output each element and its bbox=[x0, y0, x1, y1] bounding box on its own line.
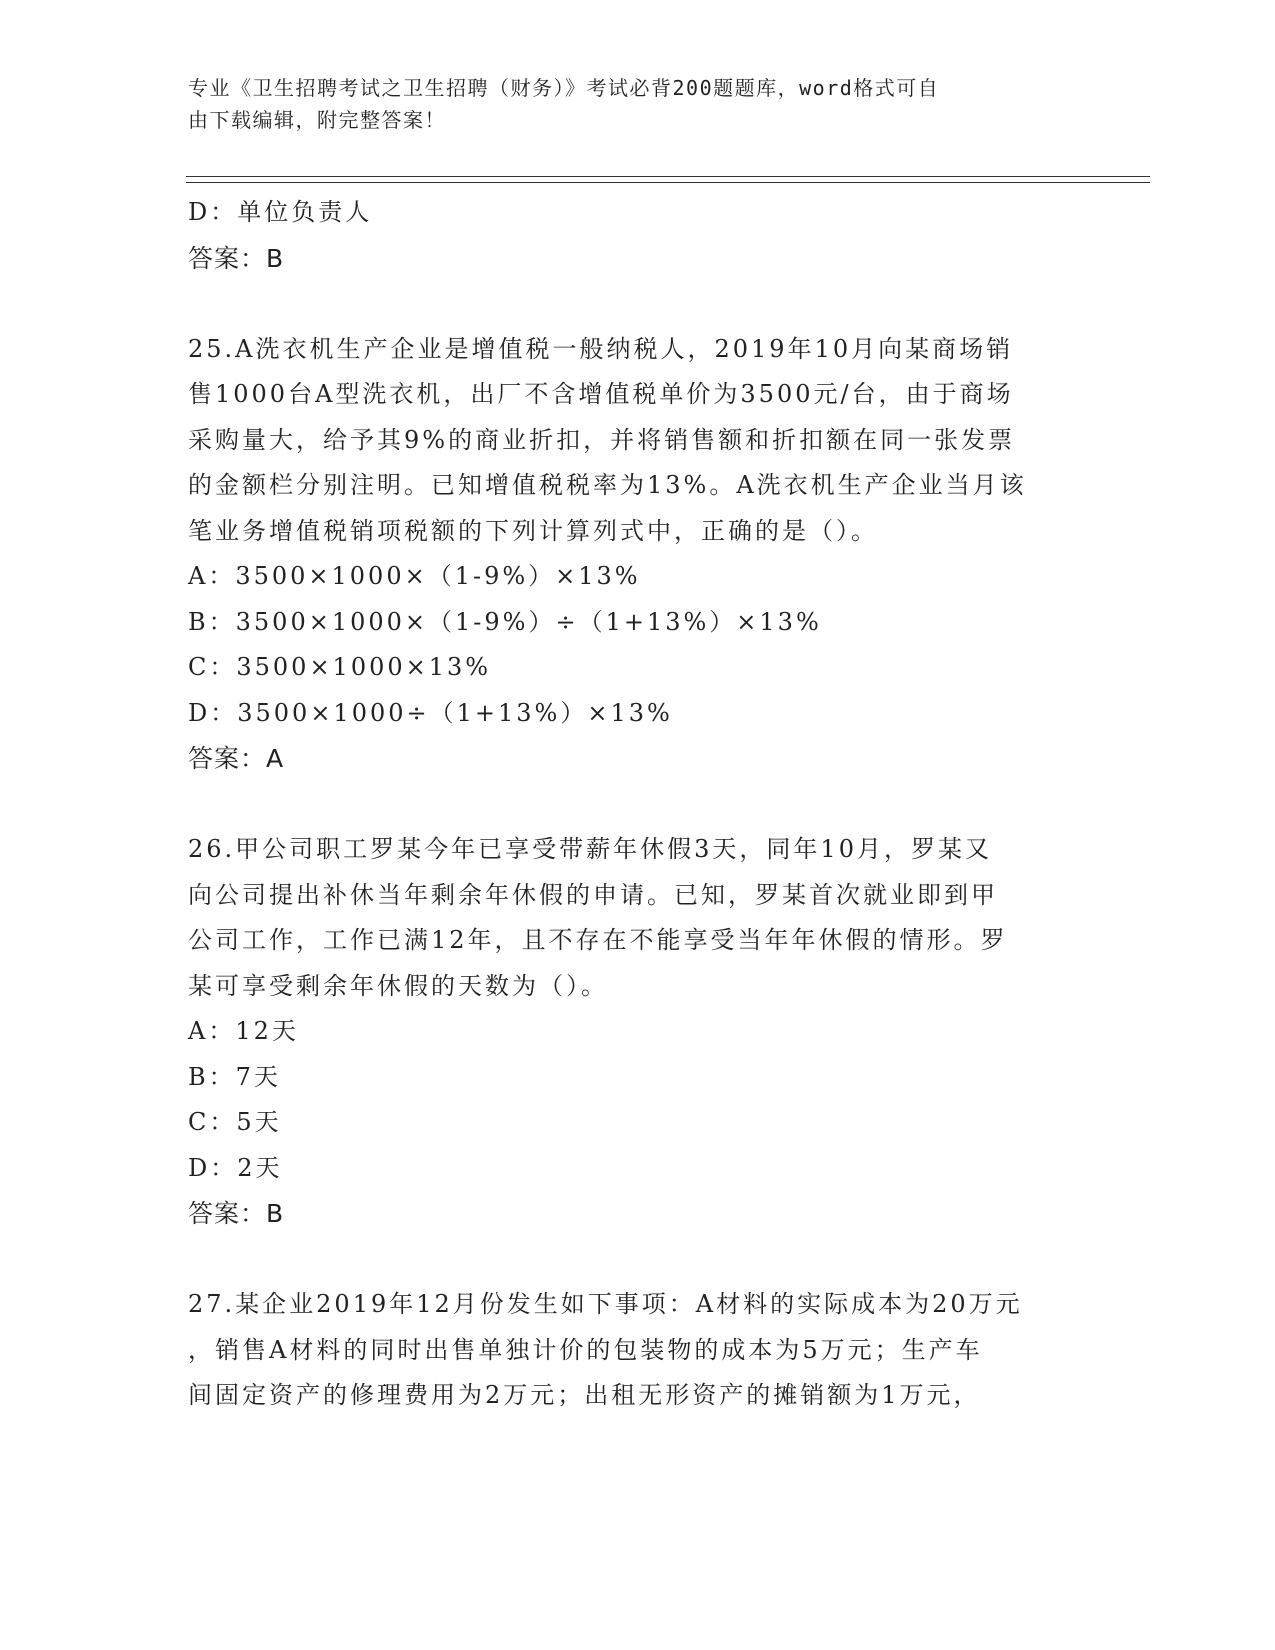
question-26 bbox=[188, 827, 1088, 1237]
question-text-line: 采购量大，给予其9%的商业折扣，并将销售额和折扣额在同一张发票 bbox=[188, 425, 1016, 454]
previous-question-tail bbox=[188, 190, 1088, 281]
question-text-line: 笔业务增值税销项税额的下列计算列式中，正确的是（）。 bbox=[188, 516, 878, 545]
question-text-line: 售1000台A型洗衣机，出厂不含增值税单价为3500元/台，由于商场 bbox=[188, 380, 1014, 408]
question-text-line: 26.甲公司职工罗某今年已享受带薪年休假3天，同年10月，罗某又 bbox=[188, 835, 992, 863]
answer: 答案：A bbox=[188, 744, 285, 773]
answer: 答案：B bbox=[188, 243, 285, 273]
option-d: D：3500×1000÷（1+13%）×13% bbox=[188, 698, 673, 727]
option-b: B：3500×1000×（1-9%）÷（1+13%）×13% bbox=[188, 607, 822, 636]
question-text-line: 25.A洗衣机生产企业是增值税一般纳税人，2019年10月向某商场销 bbox=[188, 334, 1014, 363]
option-c: C：5天 bbox=[188, 1108, 282, 1136]
question-text-line: 间固定资产的修理费用为2万元；出租无形资产的摊销额为1万元， bbox=[188, 1381, 981, 1409]
question-text-line: 公司工作，工作已满12年，且不存在不能享受当年年休假的情形。罗 bbox=[188, 926, 1008, 954]
header-line: 由下载编辑，附完整答案！ bbox=[188, 108, 446, 132]
question-text-line: 向公司提出补休当年剩余年休假的申请。已知，罗某首次就业即到甲 bbox=[188, 880, 998, 909]
question-text-line: ，销售A材料的同时出售单独计价的包装物的成本为5万元；生产车 bbox=[188, 1335, 983, 1364]
option-c: C：3500×1000×13% bbox=[188, 653, 492, 681]
header-line: 专业《卫生招聘考试之卫生招聘（财务）》考试必背200题题库，word格式可自 bbox=[188, 76, 940, 100]
header-rule-top bbox=[186, 176, 1150, 177]
question-text-line: 的金额栏分别注明。已知增值税税率为13%。A洗衣机生产企业当月该 bbox=[188, 471, 1027, 499]
option-b: B：7天 bbox=[188, 1062, 281, 1091]
document-header bbox=[188, 72, 1068, 136]
answer: 答案：B bbox=[188, 1199, 285, 1228]
question-text-line: 27.某企业2019年12月份发生如下事项：A材料的实际成本为20万元 bbox=[188, 1290, 1023, 1318]
question-27 bbox=[188, 1282, 1088, 1419]
question-text-line: 某可享受剩余年休假的天数为（）。 bbox=[188, 971, 608, 1000]
option-a: A：12天 bbox=[188, 1017, 299, 1045]
option-a: A：3500×1000×（1-9%）×13% bbox=[188, 562, 641, 590]
option-d: D：2天 bbox=[188, 1153, 283, 1182]
header-rule-bottom bbox=[186, 182, 1150, 183]
option-d: D：单位负责人 bbox=[188, 198, 373, 226]
question-25 bbox=[188, 327, 1088, 782]
document-body bbox=[188, 190, 1088, 1419]
